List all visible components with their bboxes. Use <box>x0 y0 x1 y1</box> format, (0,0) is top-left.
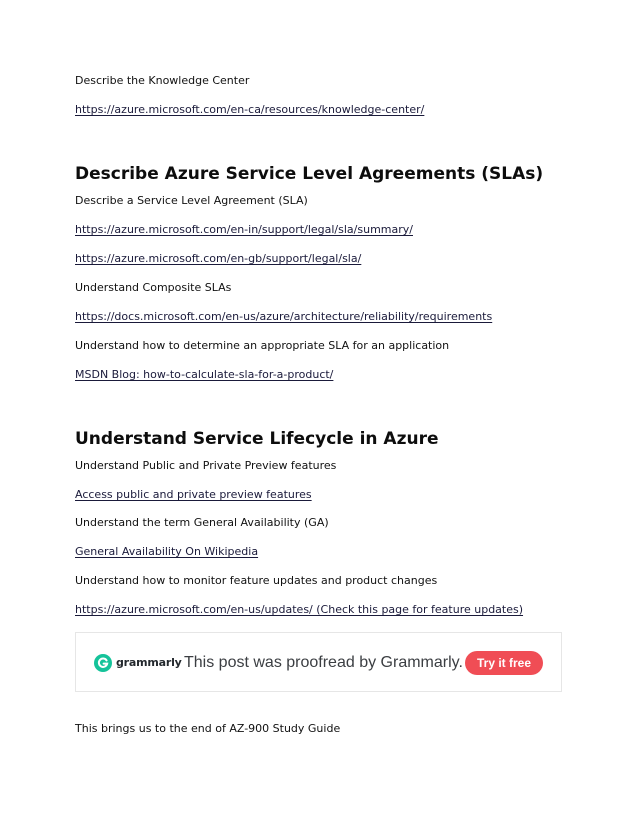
text-composite-slas: Understand Composite SLAs <box>75 281 232 294</box>
link-azure-updates[interactable]: https://azure.microsoft.com/en-us/updates/ (Check this page for feature updates) <box>75 603 524 616</box>
link-preview-features[interactable]: Access public and private preview features <box>75 488 312 501</box>
text-knowledge-center: Describe the Knowledge Center <box>75 74 250 87</box>
link-knowledge-center[interactable]: https://azure.microsoft.com/en-ca/resources/knowledge-center/ <box>75 103 425 116</box>
link-wikipedia-ga[interactable]: General Availability On Wikipedia <box>75 545 259 558</box>
text-end-of-guide: This brings us to the end of AZ-900 Study Guide <box>75 722 341 735</box>
link-sla-legal[interactable]: https://azure.microsoft.com/en-gb/support/legal/sla/ <box>75 252 362 265</box>
grammarly-banner[interactable] <box>75 632 562 692</box>
text-describe-sla: Describe a Service Level Agreement (SLA) <box>75 194 308 207</box>
link-reliability-requirements[interactable]: https://docs.microsoft.com/en-us/azure/architecture/reliability/requirements <box>75 310 493 323</box>
text-general-availability: Understand the term General Availability (GA) <box>75 516 329 529</box>
text-preview-features: Understand Public and Private Preview features <box>75 459 337 472</box>
text-monitor-updates: Understand how to monitor feature updates and product changes <box>75 574 438 587</box>
heading-service-lifecycle: Understand Service Lifecycle in Azure <box>75 429 439 449</box>
link-msdn-blog[interactable]: MSDN Blog: how-to-calculate-sla-for-a-product/ <box>75 368 334 381</box>
text-appropriate-sla: Understand how to determine an appropriate SLA for an application <box>75 339 450 352</box>
try-it-free-button[interactable]: Try it free <box>465 651 543 675</box>
heading-sla: Describe Azure Service Level Agreements (SLAs) <box>75 164 544 184</box>
grammarly-message: This post was proofread by Grammarly. <box>184 654 463 671</box>
grammarly-brand: grammarly <box>116 656 182 669</box>
link-sla-summary[interactable]: https://azure.microsoft.com/en-in/support/legal/sla/summary/ <box>75 223 413 236</box>
grammarly-g-icon <box>94 654 112 672</box>
